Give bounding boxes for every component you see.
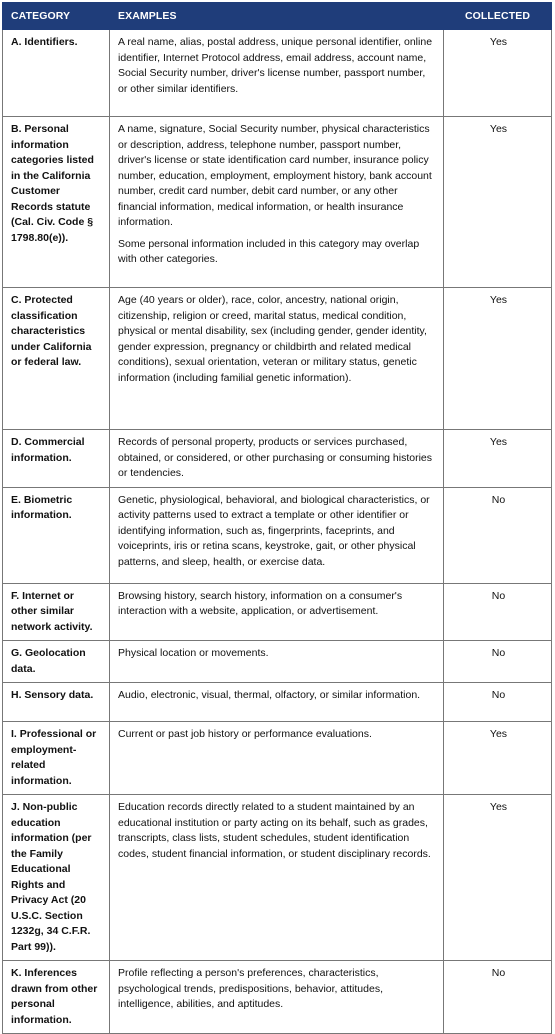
table-row bbox=[3, 288, 552, 430]
table-row bbox=[3, 961, 552, 1034]
examples-cell: Browsing history, search history, information on a consumer's interaction with a website, application, or advertisement. bbox=[110, 583, 444, 641]
category-cell: A. Identifiers. bbox=[3, 30, 110, 117]
category-cell: K. Inferences drawn from other personal information. bbox=[3, 961, 110, 1034]
collected-cell: No bbox=[444, 583, 552, 641]
category-cell: F. Internet or other similar network activity. bbox=[3, 583, 110, 641]
category-cell: E. Biometric information. bbox=[3, 487, 110, 583]
column-header-collected: COLLECTED bbox=[444, 3, 552, 30]
data-collection-document bbox=[2, 2, 551, 1034]
collected-cell: Yes bbox=[444, 722, 552, 795]
examples-cell: Education records directly related to a student maintained by an educational institution or party acting on its behalf, such as grades, transcripts, class lists, student schedules, student identification codes, student financial information, or student disciplinary records. bbox=[110, 795, 444, 961]
category-cell: G. Geolocation data. bbox=[3, 641, 110, 683]
category-cell: B. Personal information categories listed in the California Customer Records statute (Cal. Civ. Code § 1798.80(e)). bbox=[3, 117, 110, 288]
collected-cell: No bbox=[444, 961, 552, 1034]
table-row bbox=[3, 583, 552, 641]
examples-cell: Physical location or movements. bbox=[110, 641, 444, 683]
examples-cell: Genetic, physiological, behavioral, and biological characteristics, or activity patterns used to extract a template or other identifier or identifying information, such as, fingerprints, faceprints, and voiceprints, iris or retina scans, keystroke, gait, or other physical patterns, and sleep, health, or exercise data. bbox=[110, 487, 444, 583]
category-cell: H. Sensory data. bbox=[3, 683, 110, 722]
table-row bbox=[3, 30, 552, 117]
category-cell: I. Professional or employment-related information. bbox=[3, 722, 110, 795]
examples-text: A name, signature, Social Security number, physical characteristics or description, address, telephone number, passport number, driver's license or state identification card number, insurance policy number, education, employment, employment history, bank account number, credit card number, debit card number, or any other financial information, medical information, or health insurance information. bbox=[118, 123, 432, 228]
examples-cell: Current or past job history or performance evaluations. bbox=[110, 722, 444, 795]
table-row bbox=[3, 117, 552, 288]
table-row bbox=[3, 795, 552, 961]
examples-cell: Records of personal property, products or services purchased, obtained, or considered, or other purchasing or consuming histories or tendencies. bbox=[110, 430, 444, 488]
collected-cell: Yes bbox=[444, 117, 552, 288]
category-cell: J. Non-public education information (per the Family Educational Rights and Privacy Act (20 U.S.C. Section 1232g, 34 C.F.R. Part 99)). bbox=[3, 795, 110, 961]
collected-cell: No bbox=[444, 487, 552, 583]
categories-table bbox=[2, 2, 552, 1034]
collected-cell: Yes bbox=[444, 430, 552, 488]
column-header-category: CATEGORY bbox=[3, 3, 110, 30]
collected-cell: No bbox=[444, 641, 552, 683]
column-header-examples: EXAMPLES bbox=[110, 3, 444, 30]
table-row bbox=[3, 683, 552, 722]
table-row bbox=[3, 430, 552, 488]
examples-note: Some personal information included in this category may overlap with other categories. bbox=[118, 237, 420, 265]
category-cell: D. Commercial information. bbox=[3, 430, 110, 488]
collected-cell: Yes bbox=[444, 30, 552, 117]
examples-cell: A real name, alias, postal address, unique personal identifier, online identifier, Internet Protocol address, email address, account name, Social Security number, driver's license number, passport number, or other similar identifiers. bbox=[110, 30, 444, 117]
collected-cell: No bbox=[444, 683, 552, 722]
examples-cell: Age (40 years or older), race, color, ancestry, national origin, citizenship, religion or creed, marital status, medical condition, physical or mental disability, sex (including gender, gender identity, gender expression, pregnancy or childbirth and related medical conditions), sexual orientation, veteran or military status, genetic information (including familial genetic information). bbox=[110, 288, 444, 430]
table-row bbox=[3, 487, 552, 583]
collected-cell: Yes bbox=[444, 795, 552, 961]
examples-cell: Audio, electronic, visual, thermal, olfactory, or similar information. bbox=[110, 683, 444, 722]
examples-cell bbox=[110, 117, 444, 288]
examples-cell: Profile reflecting a person's preferences, characteristics, psychological trends, predispositions, behavior, attitudes, intelligence, abilities, and aptitudes. bbox=[110, 961, 444, 1034]
collected-cell: Yes bbox=[444, 288, 552, 430]
table-row bbox=[3, 722, 552, 795]
table-row bbox=[3, 641, 552, 683]
category-cell: C. Protected classification characteristics under California or federal law. bbox=[3, 288, 110, 430]
table-header-row bbox=[3, 3, 552, 30]
